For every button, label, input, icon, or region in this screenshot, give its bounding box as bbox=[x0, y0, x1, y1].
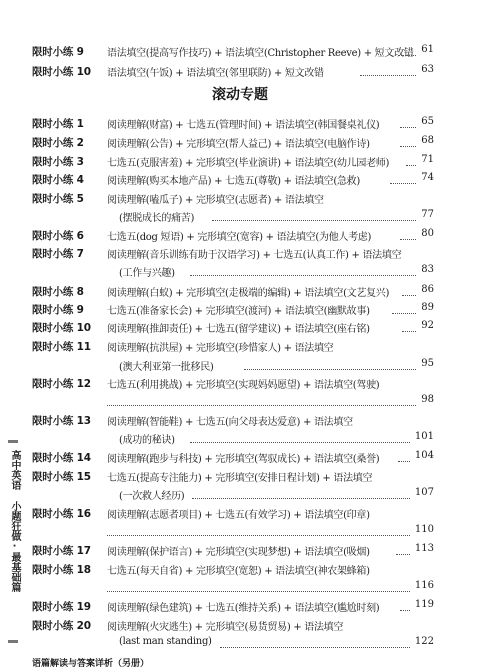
leader-dots bbox=[392, 312, 416, 314]
entry-page: 119 bbox=[414, 599, 434, 610]
entry-label: 限时小练 10 bbox=[32, 322, 91, 334]
entry-text-continued: (摆脱成长的痛苦) bbox=[119, 213, 195, 224]
entry-text: 七选五(准备家长会) + 完形填空(渡河) + 语法填空(幽默故事) bbox=[107, 306, 370, 317]
entry-text: 阅读理解(智能鞋) + 七选五(向父母表达爱意) + 语法填空 bbox=[107, 417, 353, 428]
entry-label: 限时小练 13 bbox=[32, 415, 91, 427]
entry-text: 七选五(利用挑战) + 完形填空(实现妈妈愿望) + 语法填空(驾驶) bbox=[107, 380, 380, 391]
spine-title: 高中英语 小题狂做·最基础篇 bbox=[9, 450, 20, 592]
leader-dots bbox=[396, 553, 410, 555]
leader-dots bbox=[107, 534, 410, 536]
entry-label: 限时小练 3 bbox=[32, 156, 84, 168]
entry-page: 110 bbox=[414, 524, 434, 535]
spine-divider bbox=[8, 640, 18, 643]
entry-label: 限时小练 1 bbox=[32, 118, 84, 130]
entry-text: 阅读理解(公告) + 完形填空(帮人益己) + 语法填空(电脑作诗) bbox=[107, 139, 370, 150]
leader-dots bbox=[400, 145, 416, 147]
entry-text: 阅读理解(抗洪屋) + 完形填空(珍惜家人) + 语法填空 bbox=[107, 343, 334, 354]
entry-page: 116 bbox=[414, 580, 434, 591]
entry-page: 101 bbox=[414, 431, 434, 442]
entry-page: 98 bbox=[421, 394, 434, 405]
leader-dots bbox=[190, 274, 416, 276]
entry-text: 阅读理解(购买本地产品) + 七选五(尊敬) + 语法填空(急救) bbox=[107, 176, 360, 187]
entry-label: 限时小练 18 bbox=[32, 564, 91, 576]
entry-label: 限时小练 4 bbox=[32, 174, 84, 186]
entry-text: 阅读理解(白蚁) + 完形填空(走极端的编辑) + 语法填空(文艺复兴) bbox=[107, 288, 390, 299]
entry-page: 63 bbox=[421, 64, 434, 75]
entry-label: 限时小练 20 bbox=[32, 620, 91, 632]
entry-text: 阅读理解(跑步与科技) + 完形填空(驾驭成长) + 语法填空(桑誉) bbox=[107, 454, 380, 465]
entry-page: 74 bbox=[421, 172, 434, 183]
leader-dots bbox=[402, 330, 416, 332]
entry-text: 七选五(dog 短语) + 完形填空(宽容) + 语法填空(为他人考虑) bbox=[107, 232, 372, 243]
leader-dots bbox=[190, 441, 410, 443]
entry-label: 限时小练 10 bbox=[32, 66, 91, 78]
entry-page: 83 bbox=[421, 264, 434, 275]
entry-text: 七选五(提高专注能力) + 完形填空(安排日程计划) + 语法填空 bbox=[107, 473, 373, 484]
entry-text: 七选五(克服害羞) + 完形填空(毕业演讲) + 语法填空(幼儿园老师) bbox=[107, 158, 390, 169]
entry-label: 限时小练 9 bbox=[32, 304, 84, 316]
leader-dots bbox=[390, 182, 416, 184]
entry-label: 限时小练 15 bbox=[32, 471, 91, 483]
entry-label: 限时小练 16 bbox=[32, 508, 91, 520]
entry-text-continued: (工作与兴趣) bbox=[119, 268, 175, 279]
entry-text: 七选五(每天自省) + 完形填空(宽恕) + 语法填空(神农架蜂箱) bbox=[107, 566, 370, 577]
leader-dots bbox=[400, 126, 416, 128]
entry-text-continued: (成功的秘诀) bbox=[119, 435, 175, 446]
entry-page: 104 bbox=[414, 450, 434, 461]
entry-page: 95 bbox=[421, 358, 434, 369]
leader-dots bbox=[107, 590, 410, 592]
entry-page: 92 bbox=[421, 320, 434, 331]
entry-page: 77 bbox=[421, 209, 434, 220]
entry-page: 80 bbox=[421, 228, 434, 239]
leader-dots bbox=[107, 404, 416, 406]
entry-page: 71 bbox=[421, 154, 434, 165]
leader-dots bbox=[400, 238, 416, 240]
entry-label: 限时小练 17 bbox=[32, 545, 91, 557]
entry-label: 限时小练 2 bbox=[32, 137, 84, 149]
entry-text: 阅读理解(推卸责任) + 七选五(留学建议) + 语法填空(座右铭) bbox=[107, 324, 370, 335]
leader-dots bbox=[398, 54, 416, 56]
entry-text: 语法填空(午饭) + 语法填空(邻里联防) + 短文改错 bbox=[107, 68, 324, 79]
entry-page: 61 bbox=[421, 44, 434, 55]
leader-dots bbox=[400, 609, 410, 611]
entry-label: 限时小练 11 bbox=[32, 341, 91, 353]
entry-text: 阅读理解(火灾逃生) + 完形填空(易货贸易) + 语法填空 bbox=[107, 622, 344, 633]
entry-text: 阅读理解(保护语言) + 完形填空(实现梦想) + 语法填空(吸烟) bbox=[107, 547, 370, 558]
entry-page: 113 bbox=[414, 543, 434, 554]
entry-text-continued: (一次救人经历) bbox=[119, 491, 185, 502]
entry-text-continued: (last man standing) bbox=[119, 636, 212, 647]
entry-label: 限时小练 5 bbox=[32, 193, 84, 205]
entry-label: 限时小练 8 bbox=[32, 286, 84, 298]
entry-page: 68 bbox=[421, 135, 434, 146]
leader-dots bbox=[192, 497, 410, 499]
entry-text: 阅读理解(嗑瓜子) + 完形填空(志愿者) + 语法填空 bbox=[107, 195, 324, 206]
entry-label: 限时小练 12 bbox=[32, 378, 91, 390]
leader-dots bbox=[220, 646, 410, 648]
leader-dots bbox=[212, 219, 416, 221]
entry-page: 107 bbox=[414, 487, 434, 498]
entry-text-continued: (澳大利亚第一批移民) bbox=[119, 362, 214, 373]
entry-text: 阅读理解(财富) + 七选五(管理时间) + 语法填空(韩国餐桌礼仪) bbox=[107, 120, 380, 131]
entry-page: 86 bbox=[421, 284, 434, 295]
leader-dots bbox=[244, 368, 416, 370]
leader-dots bbox=[360, 74, 416, 76]
entry-label: 限时小练 7 bbox=[32, 248, 84, 260]
entry-label: 限时小练 14 bbox=[32, 452, 91, 464]
entry-label: 限时小练 9 bbox=[32, 46, 84, 58]
entry-text: 阅读理解(绿色建筑) + 七选五(维持关系) + 语法填空(尴尬时刻) bbox=[107, 603, 380, 614]
entry-page: 89 bbox=[421, 302, 434, 313]
entry-label: 限时小练 19 bbox=[32, 601, 91, 613]
section-title: 滚动专题 bbox=[212, 87, 268, 103]
entry-text: 阅读理解(志愿者项目) + 七选五(有效学习) + 语法填空(印章) bbox=[107, 510, 370, 521]
entry-label: 限时小练 6 bbox=[32, 230, 84, 242]
entry-page: 122 bbox=[414, 636, 434, 647]
entry-text: 语法填空(提高写作技巧) + 语法填空(Christopher Reeve) + 短文改错 bbox=[107, 48, 414, 59]
entry-text: 阅读理解(音乐训练有助于汉语学习) + 七选五(认真工作) + 语法填空 bbox=[107, 250, 402, 261]
leader-dots bbox=[398, 460, 410, 462]
leader-dots bbox=[406, 164, 416, 166]
spine-divider bbox=[8, 440, 18, 443]
page-footer: 语篇解读与答案详析（另册） bbox=[32, 659, 150, 669]
entry-page: 65 bbox=[421, 116, 434, 127]
leader-dots bbox=[402, 294, 416, 296]
